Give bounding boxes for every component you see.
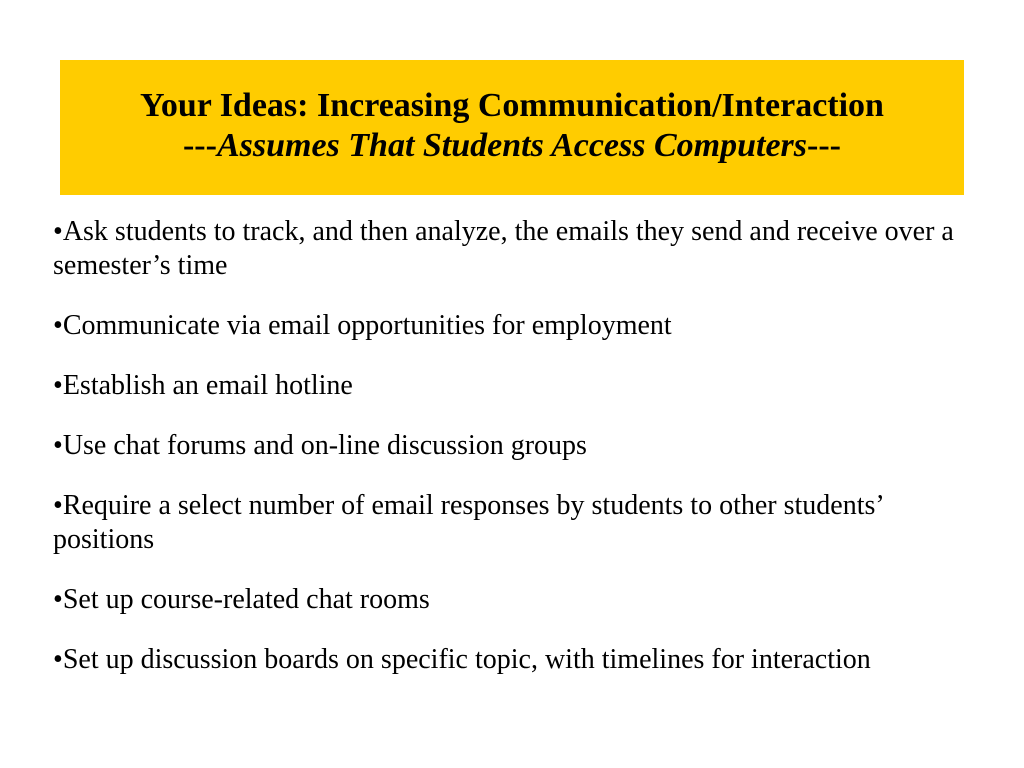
bullet-icon: •	[53, 310, 63, 341]
list-item	[53, 309, 973, 343]
list-item	[53, 429, 973, 463]
bullet-icon: •	[53, 644, 63, 675]
subtitle-prefix: ---	[182, 127, 217, 164]
subtitle-italic-text: Assumes That Students Access Computers	[216, 127, 808, 164]
bullet-list	[53, 215, 973, 703]
slide-title-box	[60, 60, 964, 195]
bullet-text: Use chat forums and on-line discussion groups	[62, 430, 587, 461]
bullet-icon: •	[53, 430, 63, 461]
bullet-text: Require a select number of email responses by students to other students’ positions	[53, 490, 883, 555]
list-item	[53, 583, 973, 617]
bullet-text: Set up discussion boards on specific topic, with timelines for interaction	[62, 644, 871, 675]
list-item	[53, 643, 973, 677]
list-item	[53, 215, 973, 283]
slide-title: Your Ideas: Increasing Communication/Interaction	[140, 87, 884, 124]
subtitle-suffix: ---	[807, 127, 841, 164]
bullet-text: Establish an email hotline	[62, 370, 353, 401]
list-item	[53, 489, 973, 557]
bullet-text: Set up course-related chat rooms	[62, 584, 430, 615]
list-item	[53, 369, 973, 403]
bullet-text: Ask students to track, and then analyze, the emails they send and receive over a semester’s time	[53, 216, 954, 281]
bullet-icon: •	[53, 370, 63, 401]
slide-subtitle	[60, 126, 964, 166]
bullet-icon: •	[53, 584, 63, 615]
bullet-icon: •	[53, 216, 63, 247]
bullet-icon: •	[53, 490, 63, 521]
bullet-text: Communicate via email opportunities for employment	[62, 310, 672, 341]
